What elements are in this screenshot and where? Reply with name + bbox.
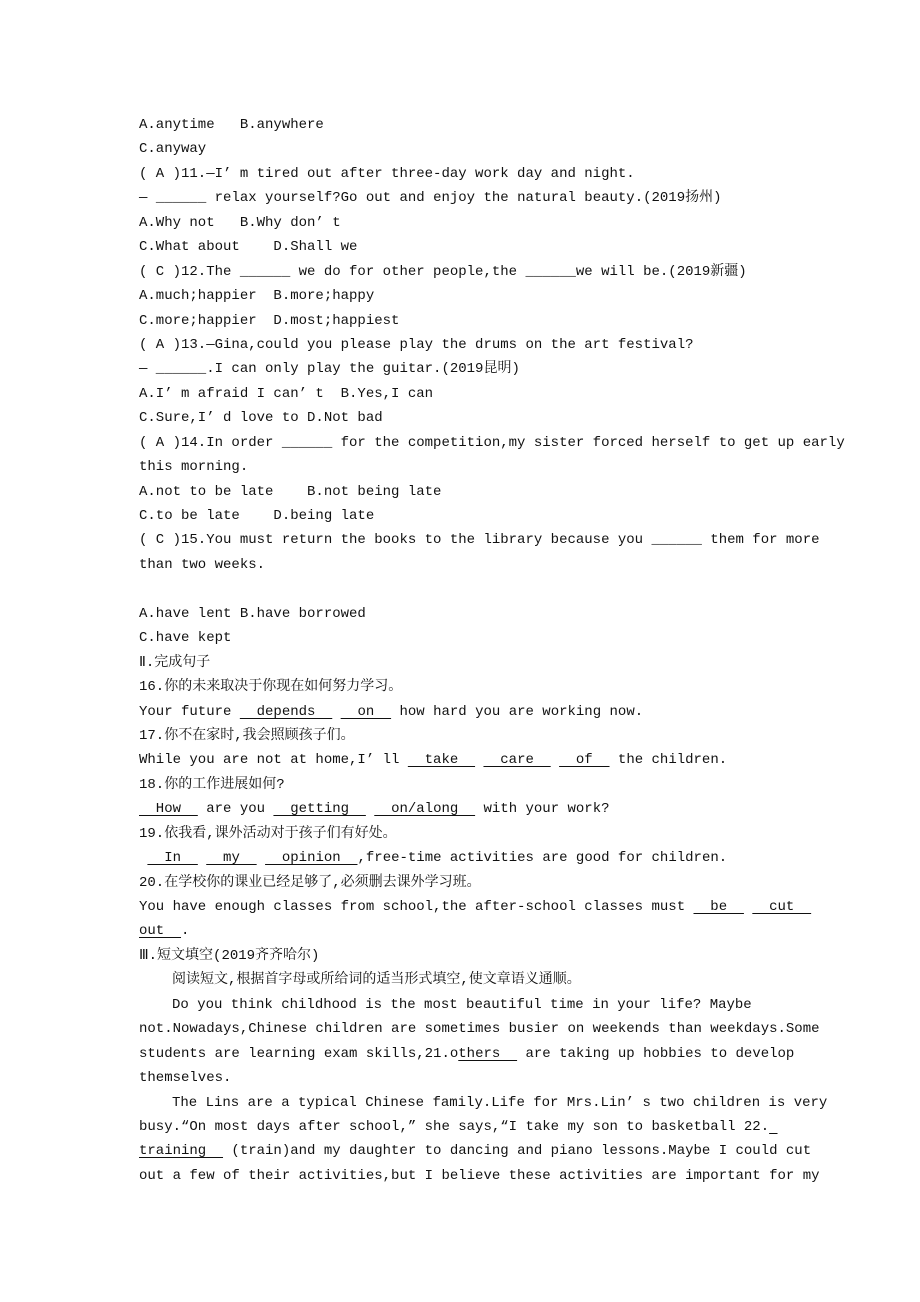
answer-blank: on/along: [374, 801, 476, 818]
text-segment: C.to be late D.being late: [139, 508, 375, 524]
text-line: [139, 895, 839, 919]
text-segment: C.have kept: [139, 630, 232, 647]
text-line: [139, 1139, 839, 1163]
answer-blank: [769, 1119, 777, 1135]
text-segment: ( A )14.In order ______ for the competition,my sister forced herself to get up early: [139, 434, 845, 451]
text-line: [139, 919, 839, 943]
text-segment: students are learning exam skills,21.o: [139, 1045, 459, 1062]
text-line: [139, 553, 839, 577]
text-segment: [332, 704, 340, 720]
text-segment: While you are not at home,I’ ll: [139, 752, 408, 769]
text-segment: 18.你的工作进展如何?: [139, 776, 285, 793]
text-line: [139, 162, 839, 186]
text-segment: ( C )15.You must return the books to the library because you ______ them for more: [139, 532, 820, 549]
text-line: [139, 382, 839, 406]
text-segment: not.Nowadays,Chinese children are sometimes busier on weekends than weekdays.Some: [139, 1021, 820, 1038]
text-segment: ( C )12.The ______ we do for other people,the ______we will be.(2019新疆): [139, 263, 747, 280]
text-line: [139, 357, 839, 381]
text-segment: .: [181, 923, 190, 940]
text-segment: busy.“On most days after school,” she says,“I take my son to basketball 22.: [139, 1118, 770, 1135]
text-line: [139, 724, 839, 748]
text-line: [139, 309, 839, 333]
answer-blank: thers: [458, 1045, 518, 1062]
text-segment: A.anytime B.anywhere: [139, 117, 324, 133]
text-segment: are you: [197, 801, 274, 818]
text-segment: 17.你不在家时,我会照顾孩子们。: [139, 727, 355, 744]
answer-blank: getting: [273, 801, 366, 818]
text-line: [139, 822, 839, 846]
text-segment: C.anyway: [139, 141, 207, 158]
text-line: [139, 993, 839, 1017]
text-line: [139, 797, 839, 821]
text-line: [139, 651, 839, 675]
text-line: [139, 1066, 839, 1090]
text-segment: A.I’ m afraid I can’ t B.Yes,I can: [139, 385, 434, 402]
text-segment: ( A )13.—Gina,could you please play the drums on the art festival?: [139, 336, 694, 353]
text-line: [139, 968, 839, 992]
text-segment: Do you think childhood is the most beautiful time in your life? Maybe: [172, 996, 752, 1013]
text-line: [139, 1091, 839, 1115]
exercise-document: [139, 113, 845, 1188]
answer-blank: my: [206, 850, 257, 867]
text-segment: You have enough classes from school,the after-school classes must: [139, 899, 694, 915]
answer-blank: out: [139, 923, 182, 940]
text-line: [139, 748, 839, 772]
text-segment: ,free-time activities are good for children.: [357, 850, 728, 867]
text-segment: this morning.: [139, 459, 249, 476]
text-line: [139, 504, 839, 528]
text-segment: ______: [155, 190, 207, 207]
text-segment: [366, 801, 374, 817]
answer-blank: care: [483, 752, 551, 769]
text-segment: Your future: [139, 703, 240, 720]
text-segment: A.Why not B.Why don’ t: [139, 214, 341, 231]
text-line: [139, 871, 839, 895]
text-segment: Ⅱ.完成句子: [139, 654, 211, 671]
answer-blank: How: [139, 801, 198, 818]
text-segment: C.Sure,I’ d love to D.Not bad: [139, 410, 383, 427]
text-segment: [198, 850, 206, 866]
answer-blank: opinion: [265, 850, 358, 867]
text-segment: relax yourself?Go out and enjoy the natural beauty.(2019扬州): [206, 190, 722, 207]
text-line: [139, 137, 839, 161]
text-segment: Ⅲ.短文填空(2019齐齐哈尔): [139, 947, 320, 964]
text-line: [139, 528, 839, 552]
text-line: [139, 846, 839, 870]
text-segment: themselves.: [139, 1070, 232, 1087]
text-line: [139, 1115, 839, 1139]
text-line: [139, 113, 839, 137]
text-segment: 阅读短文,根据首字母或所给词的适当形式填空,使文章语义通顺。: [172, 972, 581, 989]
answer-blank: depends: [239, 703, 333, 720]
text-line: [139, 602, 839, 626]
text-line: [139, 333, 839, 357]
text-line: [139, 626, 839, 650]
text-segment: The Lins are a typical Chinese family.Life for Mrs.Lin’ s two children is very: [172, 1094, 828, 1111]
text-line: [139, 480, 839, 504]
text-segment: C.more;happier D.most;happiest: [139, 312, 400, 329]
text-line: [139, 284, 839, 308]
text-line: [139, 211, 839, 235]
text-segment: [257, 850, 265, 866]
text-segment: with your work?: [475, 801, 610, 818]
answer-blank: on: [340, 703, 392, 720]
text-segment: are taking up hobbies to develop: [517, 1045, 795, 1062]
text-segment: —: [139, 190, 156, 207]
text-line: [139, 260, 839, 284]
text-segment: 16.你的未来取决于你现在如何努力学习。: [139, 679, 403, 696]
text-line: [139, 186, 839, 210]
text-line: [139, 1017, 839, 1041]
text-line: [139, 700, 839, 724]
text-line: [139, 235, 839, 259]
text-segment: how hard you are working now.: [391, 703, 644, 720]
text-segment: [551, 752, 559, 768]
answer-blank: cut: [752, 899, 812, 915]
text-line: [139, 675, 839, 699]
text-segment: the children.: [609, 752, 728, 769]
text-line: [139, 455, 839, 479]
answer-blank: In: [147, 850, 198, 867]
answer-blank: training: [139, 1143, 224, 1160]
text-segment: ( A )11.—I’ m tired out after three-day work day and night.: [139, 165, 635, 182]
text-segment: — ______.I can only play the guitar.(2019昆明): [139, 361, 520, 378]
text-segment: A.not to be late B.not being late: [139, 483, 442, 500]
text-segment: (train)and my daughter to dancing and piano lessons.Maybe I could cut: [223, 1143, 812, 1160]
text-line: [139, 773, 839, 797]
text-line: [139, 1042, 839, 1066]
text-segment: out a few of their activities,but I believe these activities are important for my: [139, 1167, 820, 1184]
text-line: [139, 1164, 839, 1188]
answer-blank: take: [407, 752, 476, 769]
answer-blank: of: [559, 752, 610, 769]
text-segment: than two weeks.: [139, 556, 266, 573]
text-segment: 19.依我看,课外活动对于孩子们有好处。: [139, 825, 397, 842]
text-line: [139, 431, 845, 455]
text-line: [139, 406, 839, 430]
text-segment: 20.在学校你的课业已经足够了,必须删去课外学习班。: [139, 874, 481, 891]
text-line: [139, 944, 839, 968]
text-segment: C.What about D.Shall we: [139, 239, 358, 256]
text-line: [139, 577, 839, 601]
text-segment: A.have lent B.have borrowed: [139, 605, 366, 622]
answer-blank: be: [693, 899, 744, 915]
text-segment: A.much;happier B.more;happy: [139, 288, 375, 305]
